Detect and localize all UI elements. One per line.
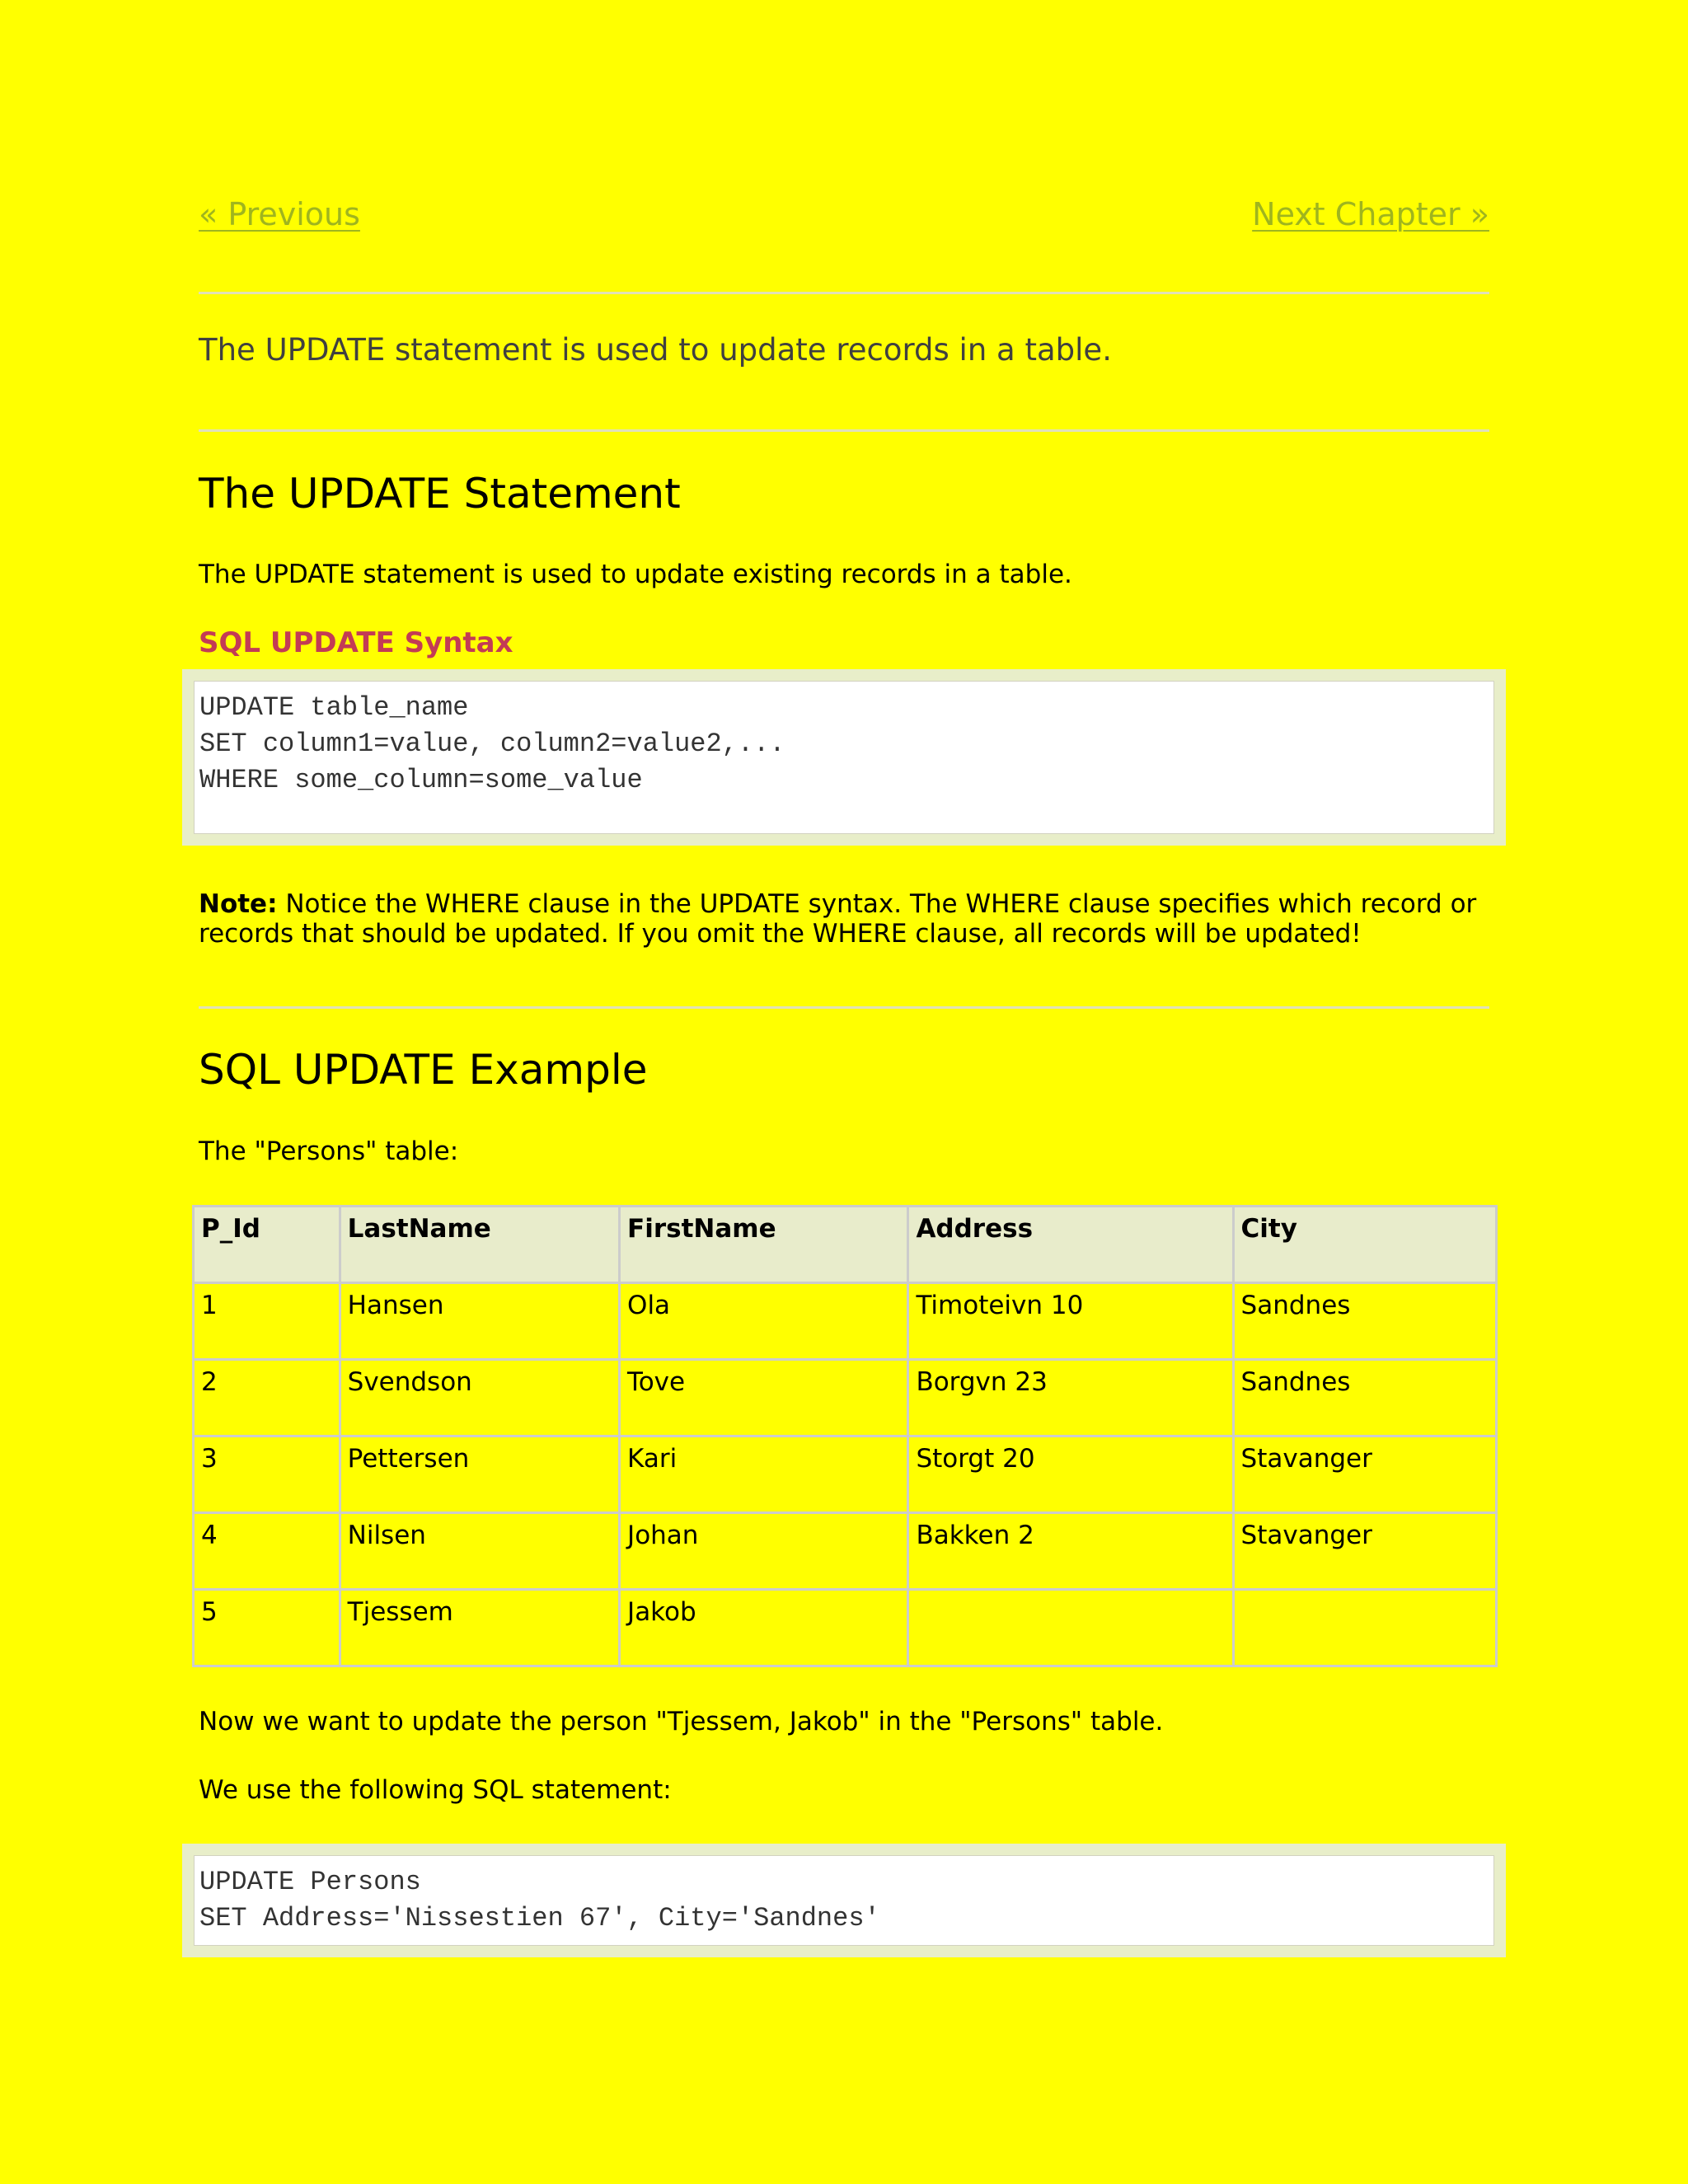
cell-city: Stavanger (1233, 1436, 1496, 1513)
intro-text: The UPDATE statement is used to update records in a table. (199, 332, 1112, 368)
table-row (194, 1590, 1497, 1666)
cell-city (1233, 1590, 1496, 1666)
table-row (194, 1360, 1497, 1436)
cell-city: Sandnes (1233, 1283, 1496, 1360)
table-header-row (194, 1207, 1497, 1283)
table-row (194, 1436, 1497, 1513)
cell-address: Borgvn 23 (908, 1360, 1233, 1436)
cell-firstname: Johan (620, 1513, 908, 1590)
chapter-nav (199, 196, 1489, 237)
cell-firstname: Jakob (620, 1590, 908, 1666)
cell-city: Stavanger (1233, 1513, 1496, 1590)
header-lastname: LastName (340, 1207, 619, 1283)
cell-p-id: 5 (194, 1590, 340, 1666)
cell-firstname: Kari (620, 1436, 908, 1513)
cell-firstname: Ola (620, 1283, 908, 1360)
divider (199, 429, 1489, 432)
header-p-id: P_Id (194, 1207, 340, 1283)
section-heading-update-example: SQL UPDATE Example (199, 1046, 648, 1094)
next-chapter-link[interactable]: Next Chapter » (1252, 196, 1489, 232)
cell-p-id: 4 (194, 1513, 340, 1590)
previous-link[interactable]: « Previous (199, 196, 360, 232)
divider (199, 1006, 1489, 1009)
cell-lastname: Nilsen (340, 1513, 619, 1590)
cell-address: Timoteivn 10 (908, 1283, 1233, 1360)
table-caption: The "Persons" table: (199, 1137, 459, 1166)
cell-p-id: 3 (194, 1436, 340, 1513)
cell-address: Bakken 2 (908, 1513, 1233, 1590)
cell-lastname: Tjessem (340, 1590, 619, 1666)
syntax-code-block: UPDATE table_name SET column1=value, column2=value2,... WHERE some_column=some_value (194, 681, 1494, 834)
header-firstname: FirstName (620, 1207, 908, 1283)
cell-address: Storgt 20 (908, 1436, 1233, 1513)
note-paragraph (199, 889, 1489, 949)
syntax-title: SQL UPDATE Syntax (199, 626, 513, 659)
divider (199, 292, 1489, 294)
header-address: Address (908, 1207, 1233, 1283)
table-row (194, 1513, 1497, 1590)
cell-lastname: Pettersen (340, 1436, 619, 1513)
table-row (194, 1283, 1497, 1360)
persons-table (192, 1205, 1498, 1667)
syntax-code-frame (182, 669, 1506, 846)
cell-firstname: Tove (620, 1360, 908, 1436)
example-code-frame (182, 1844, 1506, 1957)
update-description: Now we want to update the person "Tjessem, Jakob" in the "Persons" table. (199, 1707, 1164, 1736)
cell-address (908, 1590, 1233, 1666)
example-code-block: UPDATE Persons SET Address='Nissestien 67', City='Sandnes' (194, 1855, 1494, 1946)
header-city: City (1233, 1207, 1496, 1283)
note-label: Note: (199, 889, 278, 919)
cell-lastname: Hansen (340, 1283, 619, 1360)
note-text: Notice the WHERE clause in the UPDATE syntax. The WHERE clause specifies which record or records that should be updated. If you omit the WHERE clause, all records will be updated! (199, 889, 1477, 949)
cell-p-id: 1 (194, 1283, 340, 1360)
cell-city: Sandnes (1233, 1360, 1496, 1436)
section-description: The UPDATE statement is used to update existing records in a table. (199, 560, 1072, 589)
cell-lastname: Svendson (340, 1360, 619, 1436)
section-heading-update-statement: The UPDATE Statement (199, 470, 681, 518)
cell-p-id: 2 (194, 1360, 340, 1436)
statement-intro: We use the following SQL statement: (199, 1775, 672, 1805)
